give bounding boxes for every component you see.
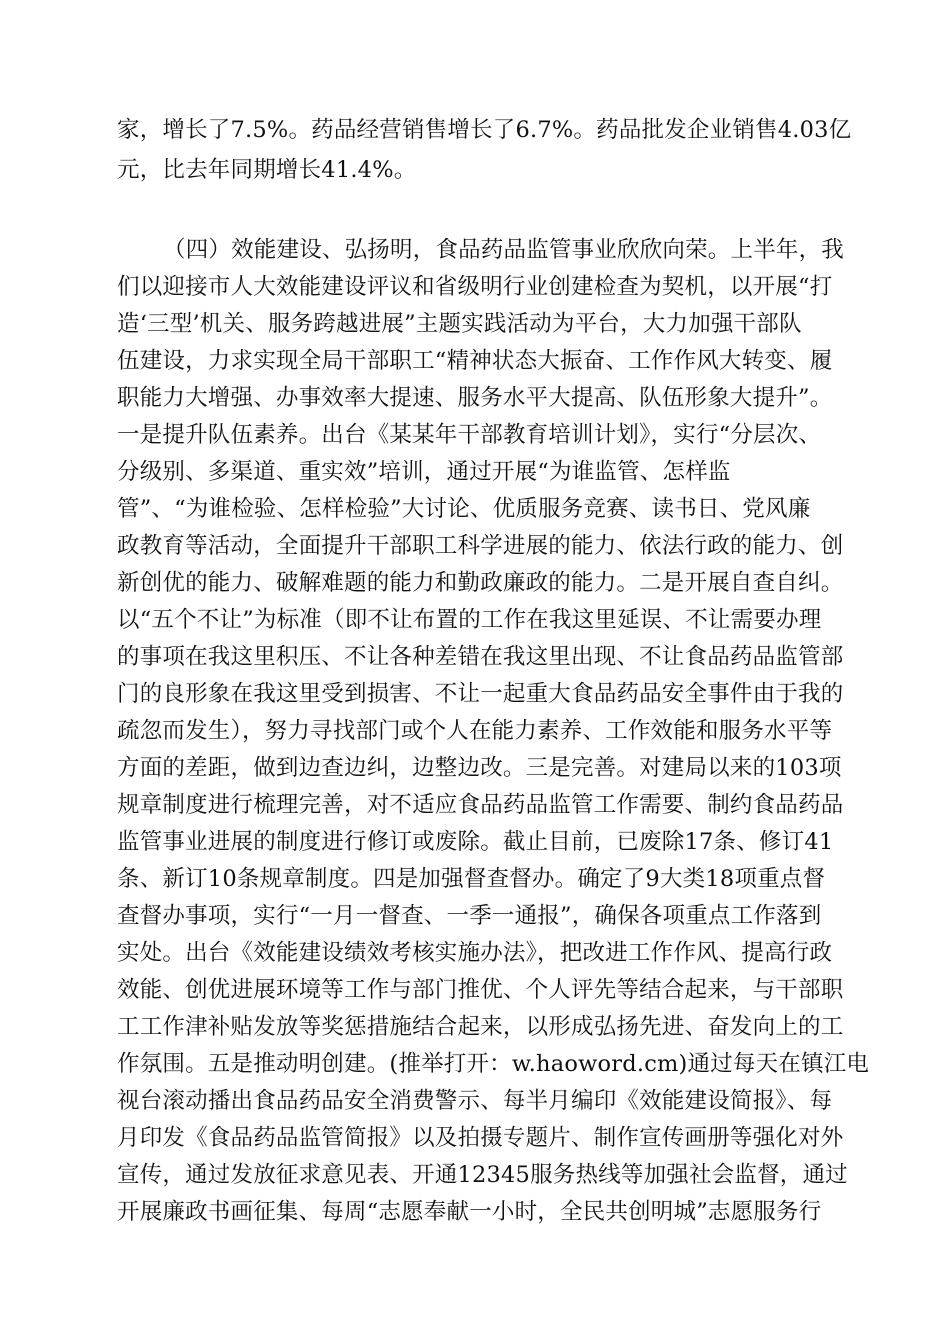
text-line: 分级别、多渠道、重实效”培训，通过开展“为谁监管、怎样监 [117,459,731,485]
text-line: 实处。出台《效能建设绩效考核实施办法》，把改进工作作风、提高行政 [117,940,833,966]
text-line: 作氛围。五是推动明创建。(推举打开：w.haoword.cm)通过每天在镇江电 [117,1051,870,1077]
text-line: 伍建设，力求实现全局干部职工“精神状态大振奋、工作作风大转变、履 [117,348,833,374]
text-line: 宣传，通过发放征求意见表、开通12345服务热线等加强社会监督，通过 [117,1162,848,1188]
text-line: 疏忽而发生），努力寻找部门或个人在能力素养、工作效能和服务水平等 [117,718,833,744]
text-line: 的事项在我这里积压、不让各种差错在我这里出现、不让食品药品监管部 [117,644,844,670]
text-line: 管”、“为谁检验、怎样检验”大讨论、优质服务竞赛、读书日、党风廉 [117,496,811,522]
text-line: 方面的差距，做到边查边纠，边整边改。三是完善。对建局以来的103项 [117,755,842,781]
text-line: 元，比去年同期增长41.4%。 [117,157,417,183]
text-line: 规章制度进行梳理完善，对不适应食品药品监管工作需要、制约食品药品 [117,792,844,818]
text-line: 造‘三型’机关、服务跨越进展”主题实践活动为平台，大力加强干部队 [117,311,802,337]
text-line: 职能力大增强、办事效率大提速、服务水平大提高、队伍形象大提升”。 [117,385,833,411]
text-line: 条、新订10条规章制度。四是加强督查督办。确定了9大类18项重点督 [117,866,826,892]
text-line: 视台滚动播出食品药品安全消费警示、每半月编印《效能建设简报》、每 [117,1088,833,1114]
text-line: 查督办事项，实行“一月一督查、一季一通报”，确保各项重点工作落到 [117,903,822,929]
text-line: 以“五个不让”为标准（即不让布置的工作在我这里延误、不让需要办理 [117,607,822,633]
text-line: 工工作津补贴发放等奖惩措施结合起来，以形成弘扬先进、奋发向上的工 [117,1014,844,1040]
paragraph-first-line: （四）效能建设、弘扬明，食品药品监管事业欣欣向荣。上半年，我 [163,237,845,263]
text-line: 门的良形象在我这里受到损害、不让一起重大食品药品安全事件由于我的 [117,681,844,707]
text-line: 们以迎接市人大效能建设评议和省级明行业创建检查为契机，以开展“打 [117,274,833,300]
text-line: 效能、创优进展环境等工作与部门推优、个人评先等结合起来，与干部职 [117,977,844,1003]
text-line: 一是提升队伍素养。出台《某某年干部教育培训计划》，实行“分层次、 [117,422,822,448]
text-line: 新创优的能力、破解难题的能力和勤政廉政的能力。二是开展自查自纠。 [117,570,844,596]
text-line: 开展廉政书画征集、每周“志愿奉献一小时，全民共创明城”志愿服务行 [117,1199,822,1225]
text-line: 家，增长了7.5%。药品经营销售增长了6.7%。药品批发企业销售4.03亿 [117,117,852,143]
text-line: 月印发《食品药品监管简报》以及拍摄专题片、制作宣传画册等强化对外 [117,1125,844,1151]
text-line: 监管事业进展的制度进行修订或废除。截止目前，已废除17条、修订41 [117,829,834,855]
text-line: 政教育等活动，全面提升干部职工科学进展的能力、依法行政的能力、创 [117,533,844,559]
